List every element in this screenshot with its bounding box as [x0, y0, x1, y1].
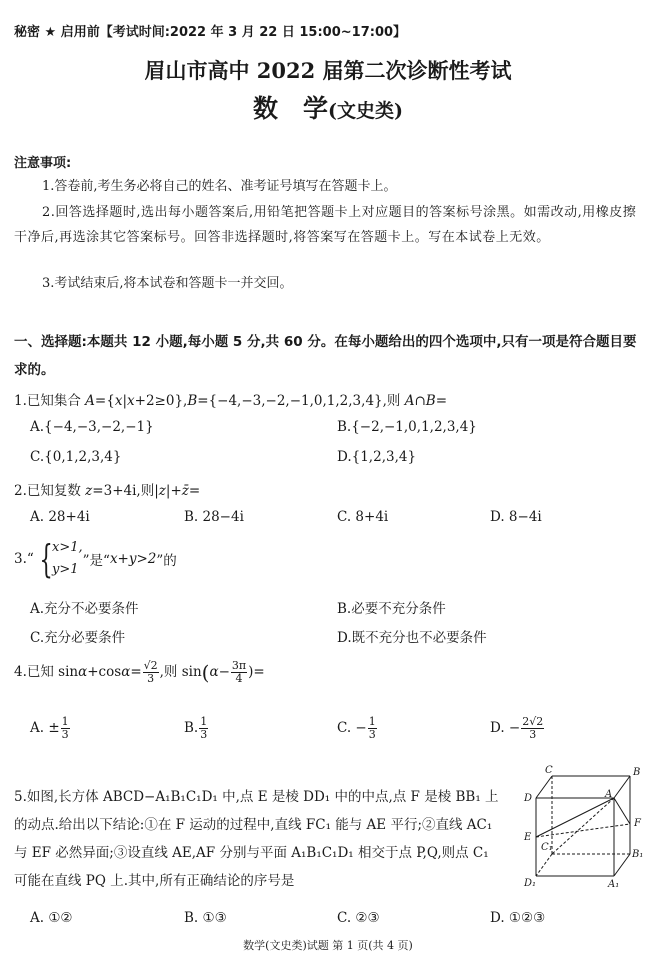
- question-5-option-a: A. ①②: [30, 910, 73, 926]
- question-3-system: x>1, y>1: [51, 540, 83, 577]
- edge-ba: [614, 776, 630, 798]
- section-1-heading: 一、选择题:本题共 12 小题,每小题 5 分,共 60 分。在每小题给出的四个选项中,只有一项是符合题目要求的。: [14, 334, 637, 378]
- question-4-stem: 4.已知 sinα+cosα= $\frac{√2}{3}$ ,则 sin(α− $\frac{3\pi}{4}$ )=: [14, 659, 265, 685]
- edge-c1d1-hidden: [536, 854, 552, 876]
- question-4-option-c: C. − $\frac{1}{3}$: [337, 715, 376, 741]
- label-a: A: [605, 789, 613, 800]
- cuboid-figure: [520, 762, 648, 890]
- question-3-option-a: A.充分不必要条件: [30, 601, 139, 617]
- question-2-option-c: C. 8+4i: [337, 509, 389, 525]
- question-2-option-a: A. 28+4i: [30, 509, 90, 525]
- segment-ac1: [552, 798, 614, 854]
- label-d1: D₁: [524, 878, 537, 889]
- segment-ae: [536, 798, 614, 837]
- question-2-option-d: D. 8−4i: [490, 509, 542, 525]
- question-4-option-b: B. $\frac{1}{3}$: [184, 715, 208, 741]
- question-5-option-d: D. ①②③: [490, 910, 546, 926]
- question-3-option-d: D.既不充分也不必要条件: [337, 630, 487, 646]
- notice-item-2: 2.回答选择题时,选出每小题答案后,用铅笔把答题卡上对应题目的答案标号涂黑。如需改动,用橡皮擦干净后,再选涂其它答案标号。回答非选择题时,将答案写在答题卡上。写在本试卷上无效。: [14, 205, 637, 245]
- fraction-sqrt2-over-3: $\frac{√2}{3}$: [143, 659, 158, 685]
- question-3-stem: 3.“ { x>1, y>1 ”是“x+y>2”的: [14, 537, 177, 581]
- question-5-option-c: C. ②③: [337, 910, 380, 926]
- question-2-stem: 2.已知复数 z=3+4i,则|z|+z̄=: [14, 483, 201, 499]
- label-c: C: [545, 765, 553, 776]
- edge-cd: [536, 776, 552, 798]
- label-f: F: [634, 818, 641, 829]
- label-a1: A₁: [608, 879, 620, 890]
- label-d: D: [524, 793, 533, 804]
- question-3-option-b: B.必要不充分条件: [337, 601, 446, 617]
- label-e: E: [524, 832, 532, 843]
- question-1-option-c: C.{0,1,2,3,4}: [30, 449, 122, 465]
- exam-header: 秘密 ★ 启用前【考试时间:2022 年 3 月 22 日 15:00~17:00】: [14, 25, 407, 40]
- edge-a1b1: [614, 854, 630, 876]
- notice-item-1: 1.答卷前,考生务必将自己的姓名、准考证号填写在答题卡上。: [42, 179, 397, 194]
- exam-title: 眉山市高中 2022 届第二次诊断性考试: [144, 58, 512, 83]
- label-c1: C₁: [541, 842, 553, 853]
- segment-af: [614, 798, 630, 824]
- question-3-brace: {: [39, 537, 53, 581]
- subject-name: 数 学: [253, 94, 329, 123]
- question-3-option-c: C.充分必要条件: [30, 630, 126, 646]
- page-footer: 数学(文史类)试题 第 1 页(共 4 页): [243, 939, 413, 952]
- question-4-option-d: D. − $\frac{2√2}{3}$: [490, 715, 544, 741]
- question-1-option-a: A.{−4,−3,−2,−1}: [30, 419, 154, 435]
- question-1-stem: 1.已知集合 A={x|x+2≥0},B={−4,−3,−2,−1,0,1,2,3,4},则 A∩B=: [14, 393, 447, 409]
- notice-item-3: 3.考试结束后,将本试卷和答题卡一并交回。: [42, 276, 293, 291]
- question-1-option-b: B.{−2,−1,0,1,2,3,4}: [337, 419, 477, 435]
- question-2-option-b: B. 28−4i: [184, 509, 244, 525]
- label-b: B: [633, 767, 641, 778]
- question-5-option-b: B. ①③: [184, 910, 227, 926]
- question-4-option-a: A. ± $\frac{1}{3}$: [30, 715, 69, 741]
- label-b1: B₁: [632, 849, 644, 860]
- question-5-stem: 5.如图,长方体 ABCD−A₁B₁C₁D₁ 中,点 E 是棱 DD₁ 中的中点,点 F 是棱 BB₁ 上的动点.给出以下结论:①在 F 运动的过程中,直线 FC₁ 能与 AE 平行;②直线 AC₁ 与 EF 必然异面;③设直线 AE,AF 分别与平面 A₁B₁C₁D₁ 相交于点 P,Q,则点 C₁ 可能在直线 PQ 上.其中,所有正确结论的序号是: [14, 789, 499, 889]
- subject-track: (文史类): [328, 100, 403, 122]
- fraction-3pi-over-4: $\frac{3\pi}{4}$: [231, 659, 247, 685]
- notice-heading: 注意事项:: [14, 156, 72, 171]
- exam-subtitle: [0, 89, 656, 125]
- question-1-option-d: D.{1,2,3,4}: [337, 449, 417, 465]
